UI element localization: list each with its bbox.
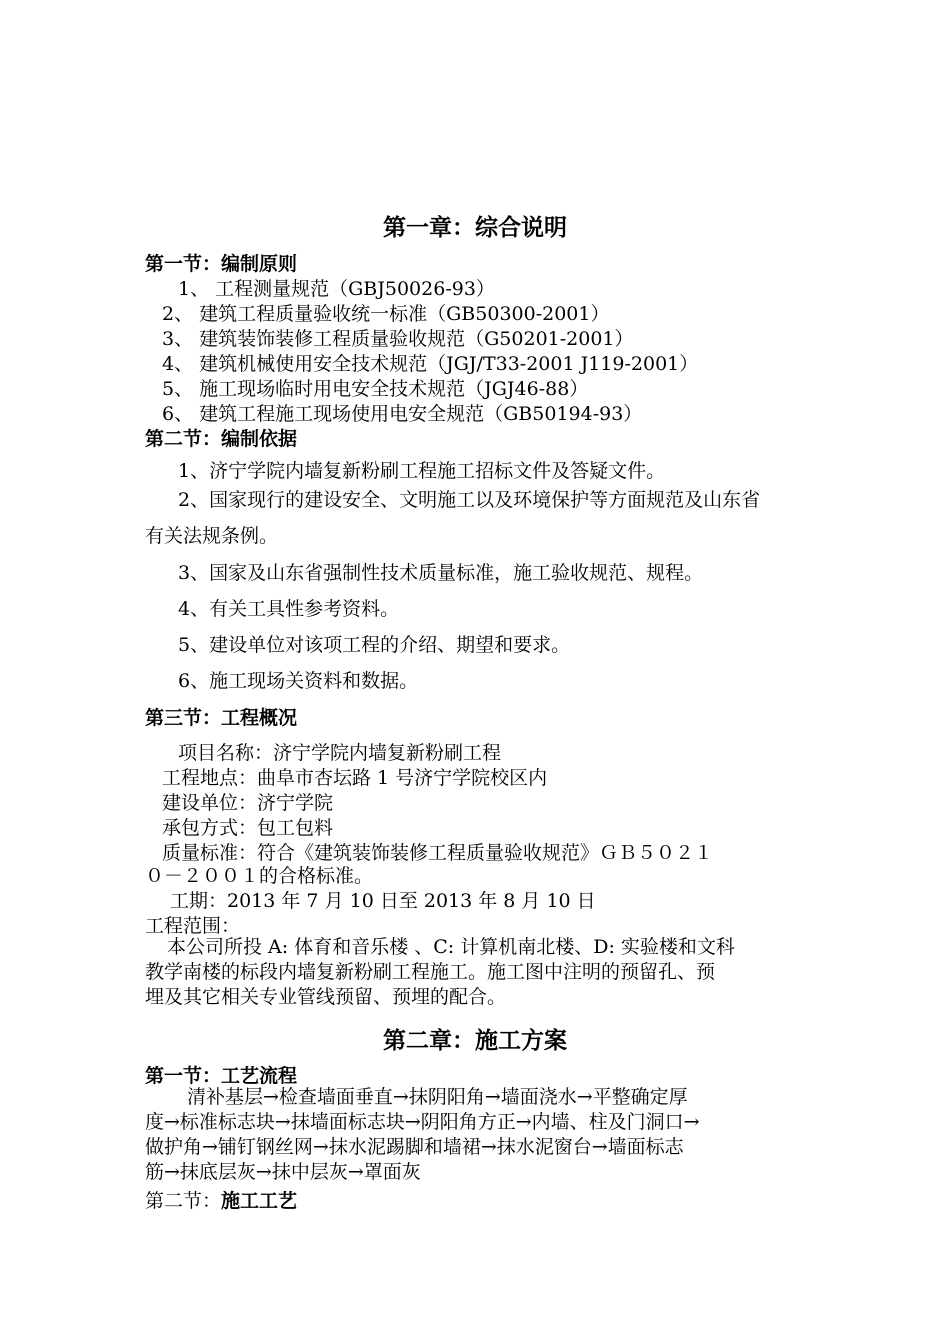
technique-section-name: 施工工艺 (221, 1190, 298, 1212)
technique-section-prefix: 第二节： (145, 1190, 222, 1212)
scope-paragraph (145, 935, 815, 1010)
basis-item: 5、建设单位对该项工程的介绍、期望和要求。 (178, 634, 571, 656)
standard-item: 3、 建筑装饰装修工程质量验收规范（G50201-2001） (162, 328, 634, 350)
project-owner: 建设单位：济宁学院 (162, 792, 334, 814)
scope-line: 本公司所投 A: 体育和音乐楼 、C: 计算机南北楼、D: 实验楼和文科 (167, 936, 735, 958)
scope-label: 工程范围： (145, 915, 241, 937)
standard-item: 4、 建筑机械使用安全技术规范（JGJ/T33-2001 J119-2001） (162, 353, 699, 375)
section-2-title: 第二节：编制依据 (145, 428, 298, 450)
process-flow-line: 度→标准标志块→抹墙面标志块→阴阳角方正→内墙、柱及门洞口→ (145, 1111, 700, 1133)
project-name: 项目名称：济宁学院内墙复新粉刷工程 (178, 742, 502, 764)
process-section-title: 第一节：工艺流程 (145, 1065, 298, 1087)
standard-item: 2、 建筑工程质量验收统一标准（GB50300-2001） (162, 303, 610, 325)
chapter-2-title: 第二章：施工方案 (383, 1027, 567, 1054)
process-flow-line: 做护角→铺钉钢丝网→抹水泥踢脚和墙裙→抹水泥窗台→墙面标志 (145, 1136, 684, 1158)
basis-item: 1、济宁学院内墙复新粉刷工程施工招标文件及答疑文件。 (178, 460, 666, 482)
basis-item: 4、有关工具性参考资料。 (178, 598, 400, 620)
basis-item: 3、国家及山东省强制性技术质量标准，施工验收规范、规程。 (178, 562, 704, 584)
section-3-title: 第三节：工程概况 (145, 707, 298, 729)
scope-line: 教学南楼的标段内墙复新粉刷工程施工。施工图中注明的预留孔、预 (145, 961, 716, 983)
scope-line: 埋及其它相关专业管线预留、预埋的配合。 (145, 986, 507, 1008)
basis-item-continued: 有关法规条例。 (145, 525, 279, 547)
process-flow-line: 筋→抹底层灰→抹中层灰→罩面灰 (145, 1161, 421, 1183)
basis-item: 2、国家现行的建设安全、文明施工以及环境保护等方面规范及山东省 (178, 489, 761, 511)
project-period: 工期：2013 年 7 月 10 日至 2013 年 8 月 10 日 (170, 890, 596, 912)
contract-type: 承包方式：包工包料 (162, 817, 334, 839)
section-1-title: 第一节：编制原则 (145, 253, 298, 275)
standard-item: 6、 建筑工程施工现场使用电安全规范（GB50194-93） (162, 403, 643, 425)
process-flow-line: 清补基层→检查墙面垂直→抹阴阳角→墙面浇水→平整确定厚 (187, 1086, 688, 1108)
project-location: 工程地点：曲阜市杏坛路 1 号济宁学院校区内 (162, 767, 548, 789)
basis-item: 6、施工现场关资料和数据。 (178, 670, 419, 692)
standard-item: 1、 工程测量规范（GBJ50026-93） (178, 278, 495, 300)
quality-standard-continued: ０－２００１的合格标准。 (145, 865, 374, 887)
quality-standard: 质量标准：符合《建筑装饰装修工程质量验收规范》ＧＢ５０２１ (162, 842, 714, 864)
chapter-1-title: 第一章：综合说明 (383, 214, 567, 241)
process-flow-paragraph (145, 1085, 815, 1185)
standard-item: 5、 施工现场临时用电安全技术规范（JGJ46-88） (162, 378, 589, 400)
technique-section-title (145, 1186, 297, 1213)
